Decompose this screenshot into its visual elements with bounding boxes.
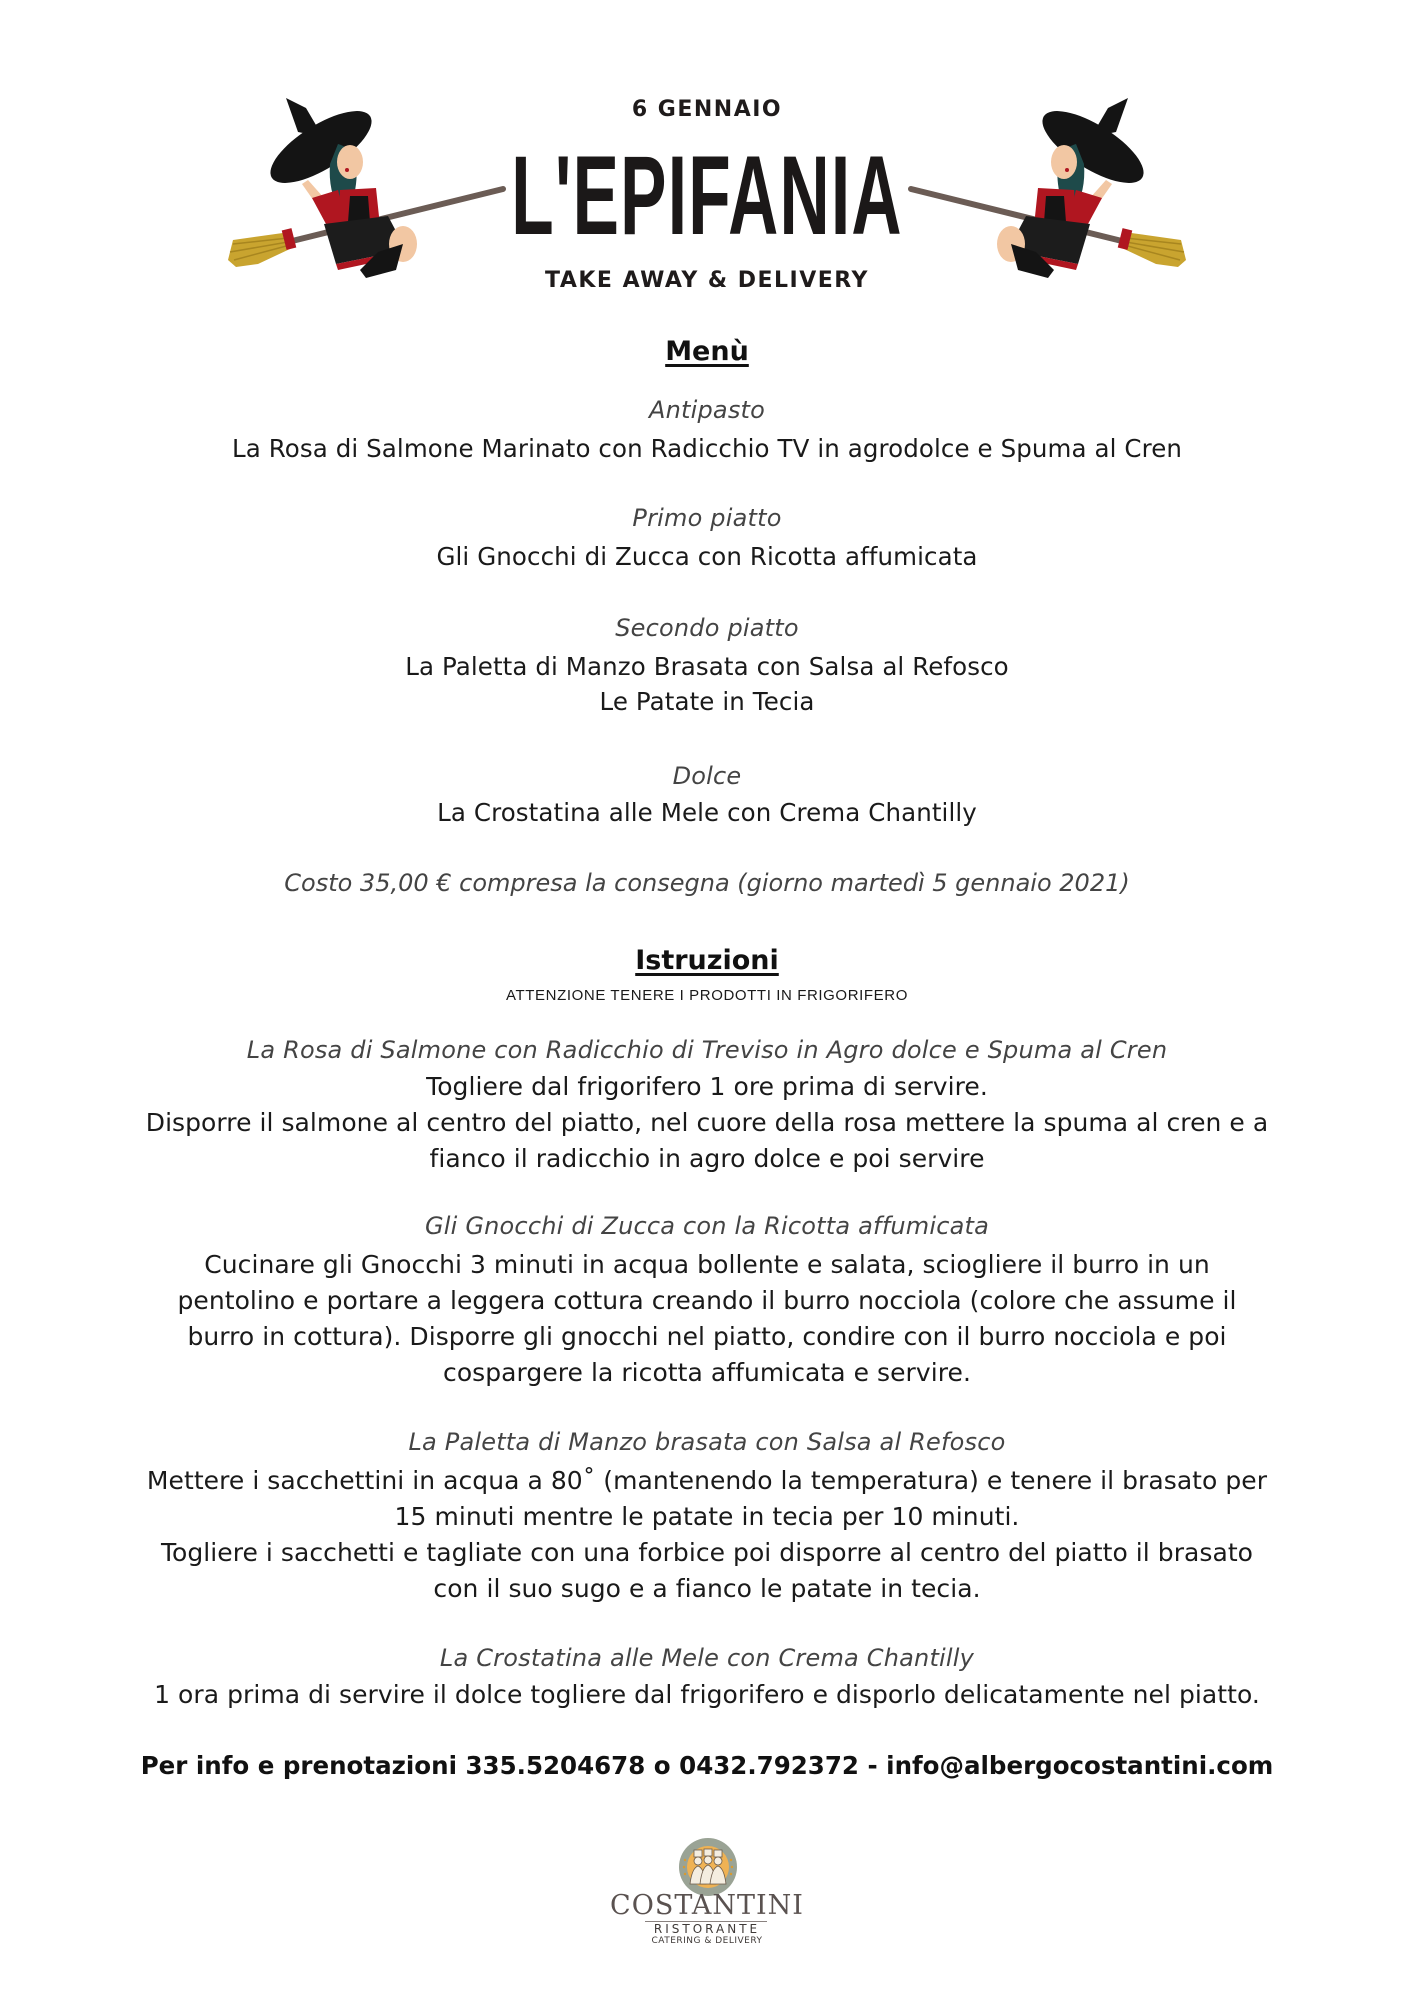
instruction-text: Togliere dal frigorifero 1 ore prima di servire. — [426, 1072, 988, 1101]
instruction-text: 1 ora prima di servire il dolce togliere dal frigorifero e disporlo delicatamente nel piatto. — [154, 1680, 1260, 1709]
instruction-text: Mettere i sacchettini in acqua a 80˚ (mantenendo la temperatura) e tenere il brasato per — [146, 1466, 1268, 1495]
instruction-text: cospargere la ricotta affumicata e servire. — [443, 1358, 971, 1387]
logo-line2: CATERING & DELIVERY — [651, 1936, 763, 1946]
menu-cost: Costo 35,00 € compresa la consegna (giorno martedì 5 gennaio 2021) — [284, 869, 1130, 897]
contact-info: Per info e prenotazioni 335.5204678 o 0432.792372 - info@albergocostantini.com — [140, 1751, 1274, 1780]
instruction-text: 15 minuti mentre le patate in tecia per 10 minuti. — [394, 1502, 1020, 1531]
logo-name: COSTANTINI — [610, 1890, 804, 1921]
course-dish: Le Patate in Tecia — [599, 687, 815, 716]
event-title: L'EPIFANIA — [511, 133, 903, 258]
event-date: 6 GENNAIO — [631, 97, 783, 122]
course-category: Secondo piatto — [615, 614, 799, 642]
instruction-text: fianco il radicchio in agro dolce e poi servire — [429, 1144, 985, 1173]
instruction-text: burro in cottura). Disporre gli gnocchi nel piatto, condire con il burro nocciola e poi — [187, 1322, 1227, 1351]
instruction-text: Disporre il salmone al centro del piatto, nel cuore della rosa mettere la spuma al cren e a — [145, 1108, 1269, 1137]
three-chefs-medallion-icon — [0, 1836, 1414, 1898]
course-dish: La Crostatina alle Mele con Crema Chantilly — [437, 798, 977, 827]
instruction-dish: La Paletta di Manzo brasata con Salsa al Refosco — [408, 1428, 1006, 1456]
instruction-dish: La Rosa di Salmone con Radicchio di Treviso in Agro dolce e Spuma al Cren — [246, 1036, 1168, 1064]
course-category: Antipasto — [648, 396, 766, 424]
instruction-text: Cucinare gli Gnocchi 3 minuti in acqua bollente e salata, sciogliere il burro in un — [204, 1250, 1210, 1279]
refrigerate-warning: ATTENZIONE TENERE I PRODOTTI IN FRIGORIFERO — [506, 987, 908, 1004]
menu-title: Menù — [665, 336, 749, 367]
instruction-dish: La Crostatina alle Mele con Crema Chantilly — [439, 1644, 975, 1672]
course-dish: La Paletta di Manzo Brasata con Salsa al Refosco — [405, 652, 1009, 681]
course-dish: La Rosa di Salmone Marinato con Radicchio TV in agrodolce e Spuma al Cren — [231, 434, 1183, 463]
instruction-text: Togliere i sacchetti e tagliate con una forbice poi disporre al centro del piatto il brasato — [160, 1538, 1254, 1567]
event-subtitle: TAKE AWAY & DELIVERY — [545, 268, 869, 293]
instruction-text: pentolino e portare a leggera cottura creando il burro nocciola (colore che assume il — [177, 1286, 1237, 1315]
course-category: Primo piatto — [632, 504, 782, 532]
instructions-title: Istruzioni — [635, 945, 779, 976]
course-dish: Gli Gnocchi di Zucca con Ricotta affumicata — [436, 542, 978, 571]
instruction-dish: Gli Gnocchi di Zucca con la Ricotta affumicata — [424, 1212, 990, 1240]
instruction-text: con il suo sugo e a fianco le patate in tecia. — [433, 1574, 981, 1603]
course-category: Dolce — [672, 762, 742, 790]
logo-line1: RISTORANTE — [653, 1922, 761, 1936]
